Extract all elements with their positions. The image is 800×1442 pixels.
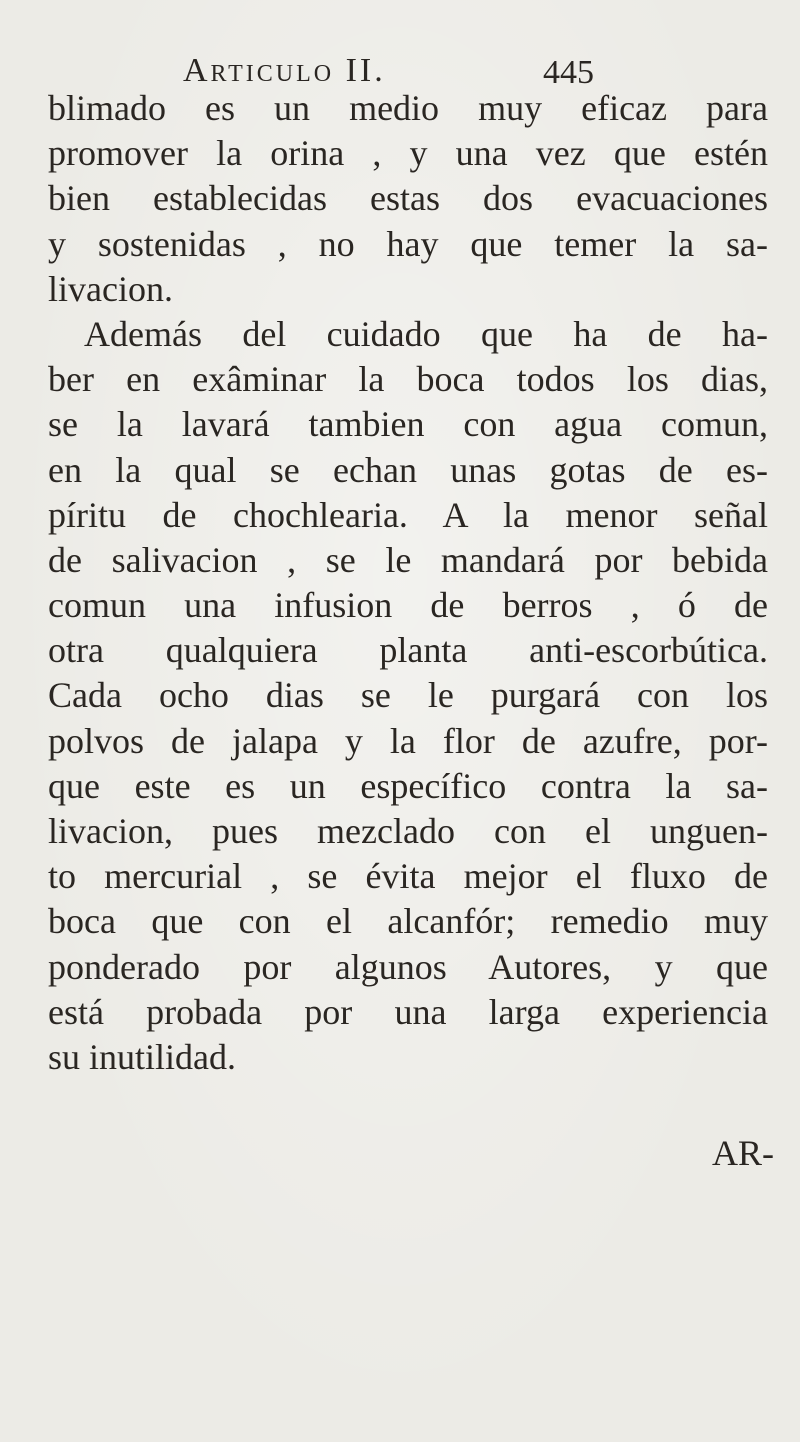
text-line: de salivacion , se le mandará por bebida: [48, 539, 768, 580]
running-title: Articulo II.: [183, 52, 386, 89]
text-line: promover la orina , y una vez que estén: [48, 133, 768, 174]
text-line: polvos de jalapa y la flor de azufre, por-: [48, 720, 768, 761]
text-line: que este es un específico contra la sa-: [48, 765, 768, 806]
text-line: livacion.: [48, 268, 173, 309]
text-line: Además del cuidado que ha de ha-: [84, 313, 768, 354]
text-line: otra qualquiera planta anti-escorbútica.: [48, 630, 768, 671]
text-line: ponderado por algunos Autores, y que: [48, 946, 768, 987]
page-number: 445: [543, 54, 594, 91]
text-line: blimado es un medio muy eficaz para: [48, 88, 768, 128]
text-line: boca que con el alcanfór; remedio muy: [48, 901, 768, 942]
text-line: bien establecidas estas dos evacuaciones: [48, 178, 768, 219]
text-line: está probada por una larga experiencia: [48, 991, 768, 1032]
text-line: ber en exâminar la boca todos los dias,: [48, 359, 768, 400]
body-text: [48, 86, 768, 1080]
text-line: livacion, pues mezclado con el unguen-: [48, 811, 768, 851]
text-line: y sostenidas , no hay que temer la sa-: [48, 223, 768, 264]
text-line: comun una infusion de berros , ó de: [48, 585, 768, 626]
text-line: to mercurial , se évita mejor el fluxo de: [48, 856, 768, 897]
text-line: se la lavará tambien con agua comun,: [48, 404, 768, 445]
catchword: AR-: [712, 1133, 774, 1173]
text-line: en la qual se echan unas gotas de es-: [48, 449, 768, 490]
text-line: píritu de chochlearia. A la menor señal: [48, 494, 768, 535]
text-line: Cada ocho dias se le purgará con los: [48, 675, 768, 716]
text-line: su inutilidad.: [48, 1036, 236, 1077]
